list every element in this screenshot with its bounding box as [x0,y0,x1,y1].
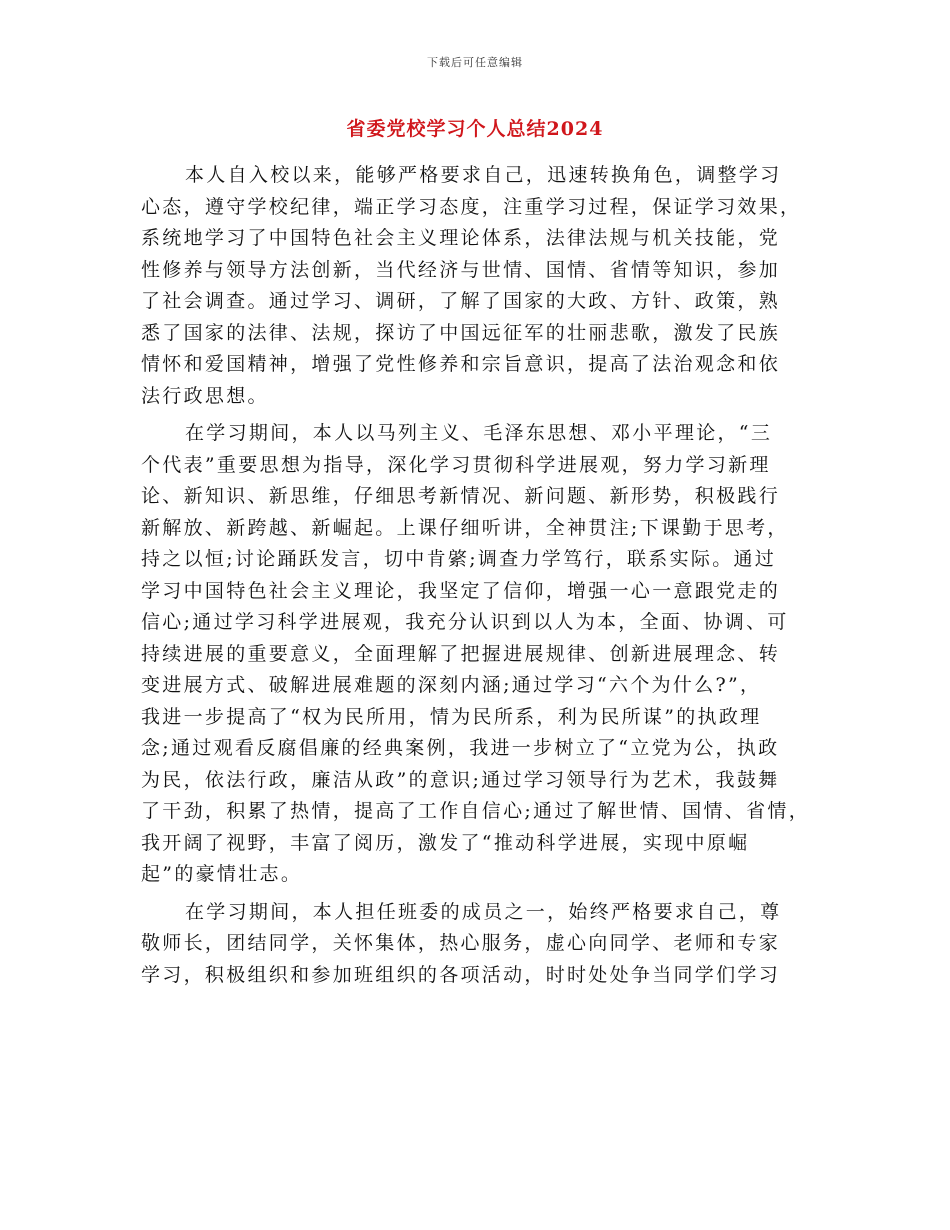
document-body [141,160,811,997]
text-line: 学习，积极组织和参加班组织的各项活动，时时处处争当同学们学习 [141,963,781,986]
text-line: 在学习期间，本人担任班委的成员之一，始终严格要求自己，尊 [185,900,782,923]
text-line: 情怀和爱国精神，增强了党性修养和宗旨意识，提高了法治观念和依 [141,353,781,375]
text-line: 法行政思想。 [141,384,269,407]
text-line: 持续进展的重要意义，全面理解了把握进展规律、创新进展理念、转 [141,642,781,665]
paragraph-1 [141,160,811,412]
text-line: 悉了国家的法律、法规，探访了中国远征军的壮丽悲歌，激发了民族 [141,321,781,344]
text-line: 敬师长，团结同学，关怀集体，热心服务，虚心向同学、老师和专家 [141,932,781,954]
text-line: 为民，依法行政，廉洁从政”的意识;通过学习领导行为艺术，我鼓舞 [141,768,780,791]
text-line: 持之以恒;讨论踊跃发言，切中肯綮;调查力学笃行，联系实际。通过 [141,548,777,570]
text-line: 我开阔了视野，丰富了阅历，激发了“推动科学进展，实现中原崛 [141,831,750,854]
text-line: 起”的豪情壮志。 [141,863,303,885]
text-line: 信心;通过学习科学进展观，我充分认识到以人为本，全面、协调、可 [141,611,789,633]
text-line: 念;通过观看反腐倡廉的经典案例，我进一步树立了“立党为公，执政 [141,737,780,759]
text-line: 心态，遵守学校纪律，端正学习态度，注重学习过程，保证学习效果， [141,195,802,218]
document-title: 省委党校学习个人总结2024 [346,118,604,140]
text-line: 我进一步提高了“权为民所用，情为民所系，利为民所谋”的执政理 [141,705,762,728]
text-line: 新解放、新跨越、新崛起。上课仔细听讲，全神贯注;下课勤于思考， [141,516,789,539]
text-line: 性修养与领导方法创新，当代经济与世情、国情、省情等知识，参加 [141,258,781,281]
text-line: 学习中国特色社会主义理论，我坚定了信仰，增强一心一意跟党走的 [141,579,781,602]
text-line: 在学习期间，本人以马列主义、毛泽东思想、邓小平理论，“三 [185,422,773,444]
text-line: 了干劲，积累了热情，提高了工作自信心;通过了解世情、国情、省情， [141,800,811,822]
text-line: 本人自入校以来，能够严格要求自己，迅速转换角色，调整学习 [185,164,782,186]
paragraph-3 [141,897,811,992]
header-note: 下载后可任意编辑 [427,56,523,69]
text-line: 系统地学习了中国特色社会主义理论体系，法律法规与机关技能，党 [141,227,781,249]
text-line: 论、新知识、新思维，仔细思考新情况、新问题、新形势，积极践行 [141,485,781,507]
text-line: 变进展方式、破解进展难题的深刻内涵;通过学习“六个为什么?”， [141,674,762,696]
text-line: 个代表”重要思想为指导，深化学习贯彻科学进展观，努力学习新理 [141,453,771,476]
text-line: 了社会调查。通过学习、调研，了解了国家的大政、方针、政策，熟 [141,290,781,312]
paragraph-2 [141,418,811,891]
